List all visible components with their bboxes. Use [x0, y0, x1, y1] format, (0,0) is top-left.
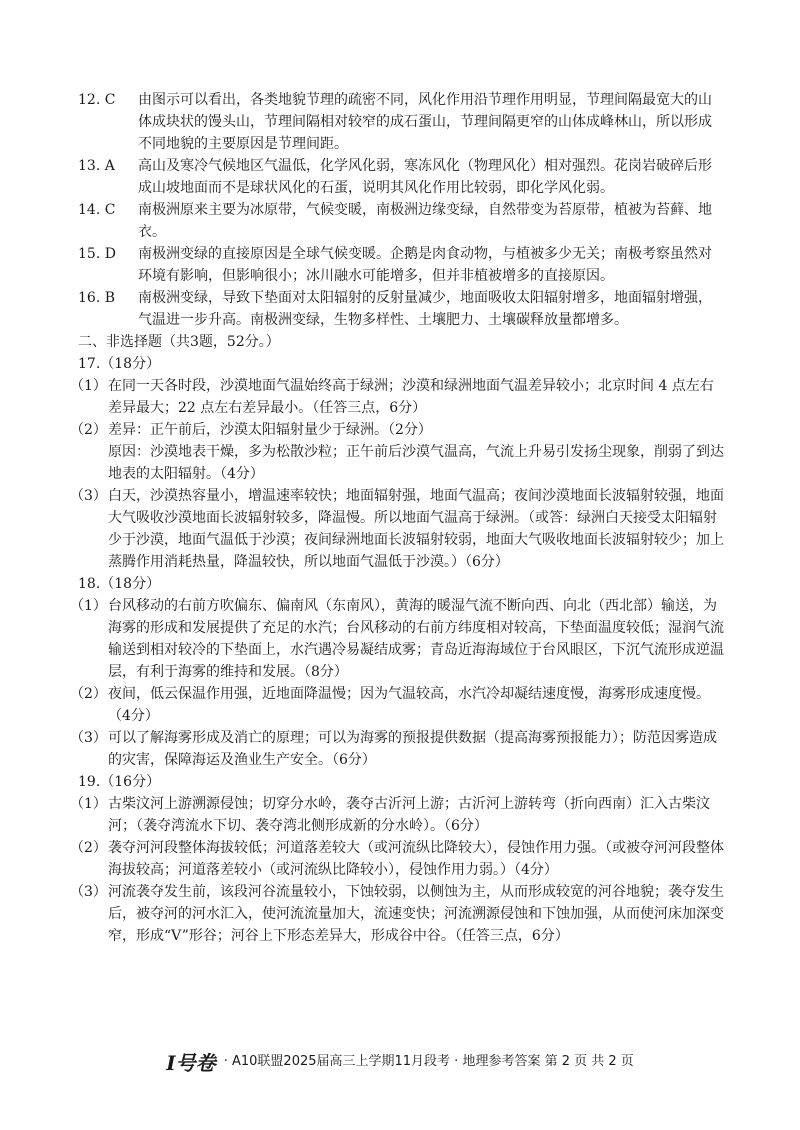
- part-number: （2）: [70, 422, 107, 438]
- q17-part-2: [70, 419, 724, 441]
- q17-part-2-reason: [70, 441, 724, 485]
- answer-number: 13. A: [78, 158, 115, 174]
- part-text: 台风移动的右前方吹偏东、偏南风（东南风），黄海的暖湿气流不断向西、向北（西北部）输送，为海雾的形成和发展提供了充足的水汽；台风移动的右前方纬度相对较高，下垫面温度较低；湿润气流输送到相对较冷的下垫面上，水汽遇冷易凝结成雾；青岛近海海域位于台风眼区，下沉气流形成逆温层，有利于海雾的维持和发展。（8分）: [108, 598, 724, 680]
- q19-part-3: [70, 881, 724, 947]
- q18-part-2: [70, 683, 724, 727]
- part-number: （2）: [70, 840, 107, 856]
- question-17-heading: 17.（18分）: [78, 356, 161, 372]
- answer-text: 由图示可以看出，各类地貌节理的疏密不同，风化作用沿节理作用明显，节理间隔最宽大的山体成块状的馒头山，节理间隔相对较窄的成石蛋山，节理间隔更窄的山体成峰林山，所以形成不同地貌的主要原因是节理间距。: [138, 92, 712, 152]
- answer-number: 15. D: [78, 246, 116, 262]
- answer-text: 南极洲变绿的直接原因是全球气候变暖。企鹅是肉食动物，与植被多少无关；南极考察虽然对环境有影响，但影响很小；冰川融水可能增多，但并非植被增多的直接原因。: [138, 246, 712, 284]
- q17-part-1: [70, 375, 724, 419]
- answer-12: [78, 89, 724, 155]
- part-number: （1）: [70, 796, 107, 812]
- publisher-logo: I号卷: [166, 1051, 216, 1075]
- answer-number: 16. B: [78, 290, 116, 306]
- answer-number: 14. C: [78, 202, 116, 218]
- part-text: 在同一天各时段，沙漠地面气温始终高于绿洲；沙漠和绿洲地面气温差异较小；北京时间 4 点左右差异最大；22 点左右差异最小。（任答三点，6分）: [108, 378, 714, 416]
- answer-text: 南极洲变绿，导致下垫面对太阳辐射的反射量减少，地面吸收太阳辐射增多，地面辐射增强，气温进一步升高。南极洲变绿，生物多样性、土壤肥力、土壤碳释放量都增多。: [138, 290, 712, 328]
- footer-text: · A10联盟2025届高三上学期11月段考 · 地理参考答案 第 2 页 共 2 页: [223, 1054, 634, 1069]
- part-text: 夜间，低云保温作用强，近地面降温慢；因为气温较高，水汽冷却凝结速度慢，海雾形成速度慢。（4分）: [108, 686, 710, 724]
- q19-part-1: [70, 793, 724, 837]
- q17-part-3: [70, 485, 724, 573]
- answer-text: 高山及寒冷气候地区气温低，化学风化弱，寒冻风化（物理风化）相对强烈。花岗岩破碎后形成山坡地面而不是球状风化的石蛋，说明其风化作用比较弱，即化学风化弱。: [138, 158, 712, 196]
- part-text: 差异：正午前后，沙漠太阳辐射量少于绿洲。（2分）: [108, 422, 432, 438]
- answer-13: [78, 155, 724, 199]
- q19-part-2: [70, 837, 724, 881]
- part-text: 袭夺河河段整体海拔较低；河道落差较大（或河流纵比降较大），侵蚀作用力强。（或被夺河河段整体海拔较高；河道落差较小（或河流纵比降较小），侵蚀作用力弱。）（4分）: [108, 840, 724, 878]
- part-number: （3）: [70, 730, 107, 746]
- answer-15: [78, 243, 724, 287]
- answer-number: 12. C: [78, 92, 116, 108]
- answer-16: [78, 287, 724, 331]
- answer-text: 南极洲原来主要为冰原带，气候变暖，南极洲边缘变绿，自然带变为苔原带，植被为苔藓、地衣。: [138, 202, 712, 240]
- answer-14: [78, 199, 724, 243]
- q18-part-3: [70, 727, 724, 771]
- part-text: 白天，沙漠热容量小，增温速率较快；地面辐射强，地面气温高；夜间沙漠地面长波辐射较强，地面大气吸收沙漠地面长波辐射较多，降温慢。所以地面气温高于绿洲。（或答：绿洲白天接受太阳辐射少于沙漠，地面气温低于沙漠；夜间绿洲地面长波辐射较弱，地面大气吸收地面长波辐射较少；加上蒸腾作用消耗热量，降温较快，所以地面气温低于沙漠。）（6分）: [108, 488, 724, 570]
- part-text: 河流袭夺发生前，该段河谷流量较小，下蚀较弱，以侧蚀为主，从而形成较宽的河谷地貌；袭夺发生后，被夺河的河水汇入，使河流流量加大，流速变快；河流溯源侵蚀和下蚀加强，从而使河床加深变窄，形成“V”形谷；河谷上下形态差异大，形成谷中谷。（任答三点，6分）: [108, 884, 724, 944]
- part-number: （3）: [70, 884, 107, 900]
- part-number: （2）: [70, 686, 107, 702]
- q18-part-1: [70, 595, 724, 683]
- answer-content: [70, 89, 724, 947]
- question-19-heading: 19.（16分）: [78, 774, 161, 790]
- part-number: （3）: [70, 488, 107, 504]
- question-18-heading: 18.（18分）: [78, 576, 161, 592]
- part-number: （1）: [70, 598, 107, 614]
- part-number: （1）: [70, 378, 107, 394]
- page-footer: [0, 1047, 800, 1076]
- section-title: 二、非选择题（共3题，52分。）: [78, 334, 280, 350]
- part-text: 古柴汶河上游溯源侵蚀；切穿分水岭，袭夺古沂河上游；古沂河上游转弯（折向西南）汇入古柴汶河；（袭夺湾流水下切、袭夺湾北侧形成新的分水岭）。（6分）: [108, 796, 710, 834]
- part-text: 可以了解海雾形成及消亡的原理；可以为海雾的预报提供数据（提高海雾预报能力）；防范因雾造成的灾害，保障海运及渔业生产安全。（6分）: [108, 730, 717, 768]
- part-text: 原因：沙漠地表干燥，多为松散沙粒；正午前后沙漠气温高，气流上升易引发扬尘现象，削弱了到达地表的太阳辐射。（4分）: [108, 444, 724, 482]
